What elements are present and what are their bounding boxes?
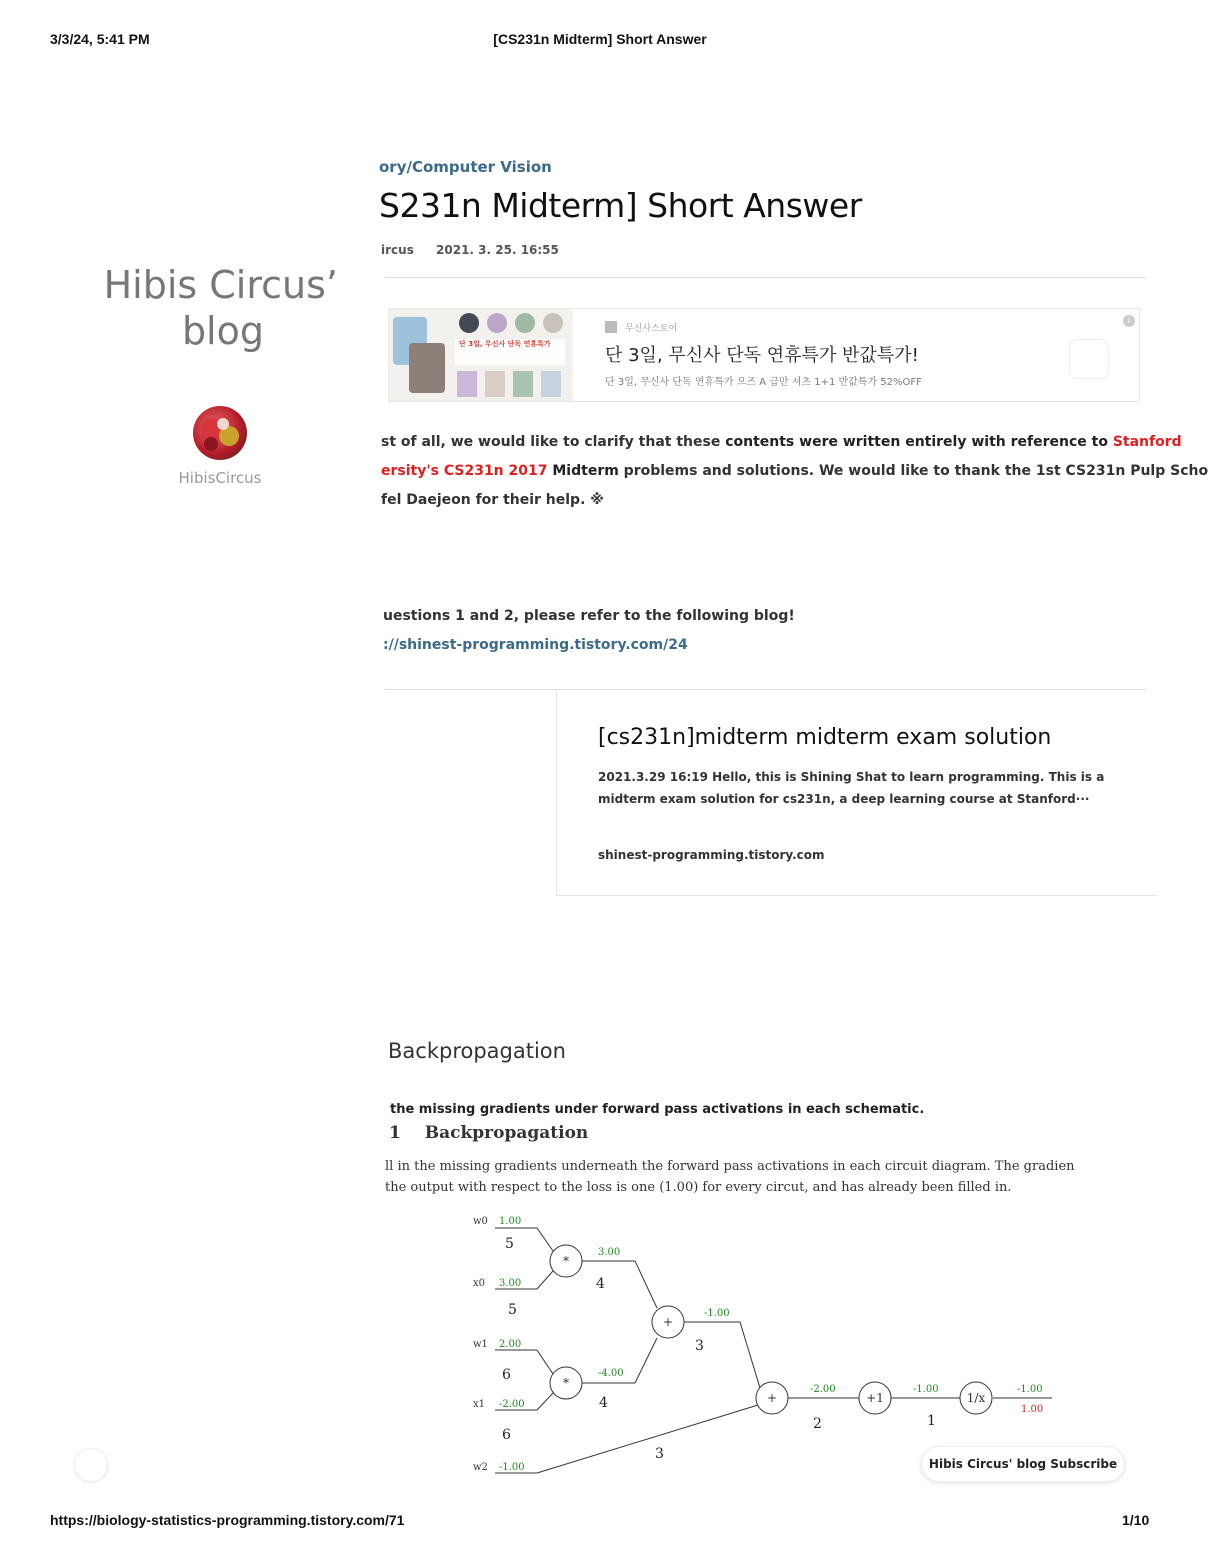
blog-title-line2: blog — [181, 309, 264, 353]
node-plus1: +1 — [866, 1391, 884, 1405]
node-add1: + — [766, 1391, 778, 1405]
intro-midterm: Midterm — [552, 463, 619, 479]
ad-brand-icon — [605, 321, 617, 333]
node-add0: + — [662, 1315, 674, 1329]
post-title: S231n Midterm] Short Answer — [379, 186, 862, 225]
ad-brand: 무신사스토어 — [625, 324, 678, 334]
input-name-x0: x0 — [473, 1278, 486, 1289]
grad-mul1: 4 — [599, 1395, 608, 1411]
card-description — [598, 766, 1104, 810]
latex-line-1: ll in the missing gradients underneath the forward pass activations in each circuit diagram. The gradien — [385, 1159, 1075, 1174]
section-instruction: the missing gradients under forward pass activations in each schematic. — [390, 1102, 925, 1117]
card-desc-line2: midterm exam solution for cs231n, a deep learning course at Stanford··· — [598, 792, 1090, 806]
post-meta — [381, 243, 577, 257]
print-datetime: 3/3/24, 5:41 PM — [50, 31, 150, 47]
input-name-w1: w1 — [473, 1339, 488, 1350]
ad-image[interactable] — [389, 309, 573, 401]
edge-value-add0: -1.00 — [704, 1308, 730, 1319]
scroll-top-button[interactable] — [74, 1448, 108, 1482]
grad-x1: 6 — [502, 1427, 511, 1443]
intro-line-3: fel Daejeon for their help. ※ — [381, 492, 604, 508]
edge-value-mul0: 3.00 — [598, 1247, 621, 1258]
latex-section-title: Backpropagation — [424, 1123, 589, 1143]
card-title[interactable]: [cs231n]midterm midterm exam solution — [598, 725, 1052, 750]
input-value-w1: 2.00 — [499, 1339, 522, 1350]
circuit-diagram — [455, 1208, 1075, 1480]
intro-emphasis: contents were written entirely with reference to — [725, 434, 1113, 450]
subscribe-button[interactable]: Hibis Circus' blog Subscribe — [921, 1446, 1125, 1482]
grad-add1: 2 — [813, 1416, 822, 1432]
print-url: https://biology-statistics-programming.tistory.com/71 — [50, 1512, 405, 1528]
refer-text: uestions 1 and 2, please refer to the following blog! — [383, 608, 795, 624]
post-date: 2021. 3. 25. 16:55 — [436, 243, 559, 257]
ad-headline[interactable]: 단 3일, 무신사 단독 연휴특가 반값특가! — [605, 345, 919, 366]
edge-value-plus1: -1.00 — [913, 1384, 939, 1395]
node-mul1: * — [563, 1376, 569, 1390]
intro-highlight: Stanford — [1112, 434, 1182, 450]
card-domain: shinest-programming.tistory.com — [598, 848, 825, 862]
edge-value-mul1: -4.00 — [598, 1368, 624, 1379]
node-mul0: * — [563, 1254, 569, 1268]
ad-banner-text: 단 3일, 무신사 단독 연휴특가 — [459, 340, 551, 348]
username[interactable]: HibisCircus — [178, 469, 262, 487]
blog-title[interactable] — [60, 262, 338, 354]
input-value-x1: -2.00 — [499, 1399, 525, 1410]
grad-w0: 5 — [505, 1236, 514, 1252]
ad-banner[interactable] — [388, 308, 1140, 402]
ad-shirts-image — [389, 309, 573, 401]
card-desc-line1: 2021.3.29 16:19 Hello, this is Shining Shat to learn programming. This is a — [598, 770, 1105, 784]
link-card[interactable] — [556, 689, 1157, 896]
grad-x0: 5 — [508, 1302, 517, 1318]
input-value-x0: 3.00 — [499, 1278, 522, 1289]
latex-paragraph — [385, 1156, 1075, 1198]
latex-heading — [389, 1123, 588, 1143]
input-value-w2: -1.00 — [499, 1462, 525, 1473]
intro-line-1 — [381, 428, 1208, 457]
intro-highlight-2: ersity's CS231n 2017 — [381, 463, 553, 479]
post-content — [379, 140, 1208, 1480]
blog-title-line1: Hibis Circus’ — [103, 263, 338, 307]
ad-info-icon[interactable]: i — [1123, 315, 1135, 327]
avatar[interactable] — [193, 406, 247, 460]
edge-value-final: -1.00 — [1017, 1384, 1043, 1395]
print-doc-title: [CS231n Midterm] Short Answer — [493, 31, 707, 47]
input-name-x1: x1 — [473, 1399, 486, 1410]
intro-text-2: problems and solutions. We would like to thank the 1st CS231n Pulp Scho — [618, 463, 1208, 479]
latex-line-2: the output with respect to the loss is one (1.00) for every circut, and has already been filled in. — [385, 1180, 1012, 1195]
grad-mul0: 4 — [596, 1276, 605, 1292]
grad-w1: 6 — [502, 1367, 511, 1383]
edge-value-add1: -2.00 — [810, 1384, 836, 1395]
input-name-w0: w0 — [473, 1216, 488, 1227]
intro-paragraph — [381, 428, 1208, 515]
grad-add0: 3 — [695, 1338, 704, 1354]
latex-section-number: 1 — [389, 1123, 401, 1143]
grad-final: 1.00 — [1021, 1404, 1044, 1415]
divider — [385, 277, 1146, 278]
refer-link[interactable]: ://shinest-programming.tistory.com/24 — [383, 637, 688, 653]
ad-description: 단 3일, 무신사 단독 연휴특가 으즈 A 급만 셔츠 1+1 반값특가 52%OFF — [605, 377, 922, 388]
post-category[interactable]: ory/Computer Vision — [379, 158, 552, 176]
refer-paragraph — [383, 602, 795, 660]
node-inverse: 1/x — [966, 1391, 986, 1405]
intro-line-2 — [381, 457, 1208, 486]
avatar-image — [193, 406, 247, 460]
section-heading: Backpropagation — [388, 1039, 566, 1063]
input-value-w0: 1.00 — [499, 1216, 522, 1227]
grad-plus1: 1 — [927, 1413, 936, 1429]
print-page-number: 1/10 — [1122, 1512, 1150, 1528]
input-name-w2: w2 — [473, 1462, 488, 1473]
ad-arrow-button[interactable] — [1069, 339, 1109, 379]
grad-w2: 3 — [655, 1446, 664, 1462]
intro-text: st of all, we would like to clarify that these — [381, 434, 726, 450]
post-author[interactable]: ircus — [381, 243, 414, 257]
